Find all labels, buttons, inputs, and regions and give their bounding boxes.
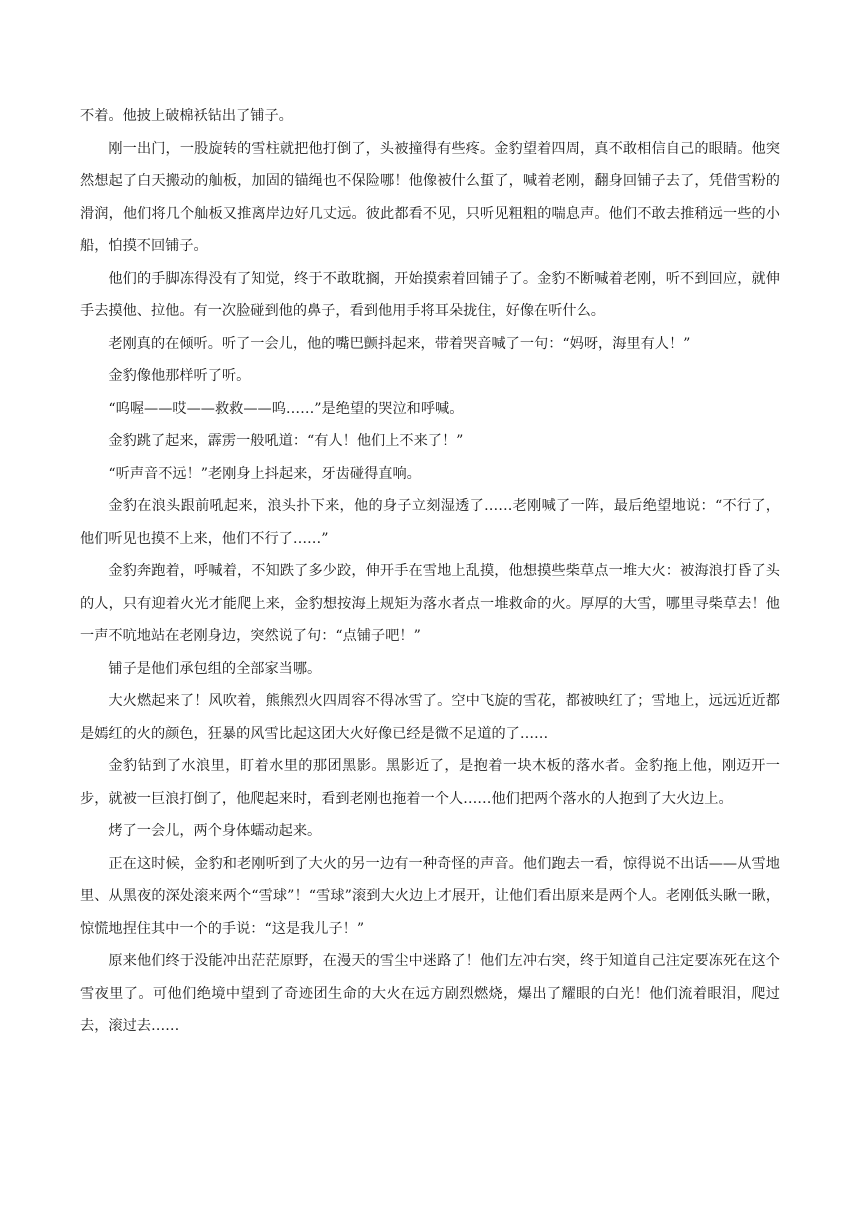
paragraph-continuation: 不着。他披上破棉袄钻出了铺子。: [80, 108, 293, 124]
paragraph: 原来他们终于没能冲出茫茫原野，在漫天的雪尘中迷路了！他们左冲右突，终于知道自己注定要冻死在这个雪夜里了。可他们绝境中望到了奇迹团生命的大火在远方剧烈燃烧，爆出了耀眼的白光！他们流着眼泪，爬过去，滚过去……: [80, 953, 780, 1034]
paragraph: 他们的手脚冻得没有了知觉，终于不敢耽搁，开始摸索着回铺子了。金豹不断喊着老刚，听不到回应，就伸手去摸他、拉他。有一次脸碰到他的鼻子，看到他用手将耳朵拢住，好像在听什么。: [80, 270, 780, 319]
paragraph: “呜喔——哎——救救——呜……”是绝望的哭泣和呼喊。: [108, 400, 464, 417]
paragraph: 金豹奔跑着，呼喊着，不知跌了多少跤，伸开手在雪地上乱摸，他想摸些柴草点一堆大火：被海浪打昏了头的人，只有迎着火光才能爬上来，金豹想按海上规矩为落水者点一堆救命的火。厚厚的大雪，哪里寻柴草去！他一声不吭地站在老刚身边，突然说了句：“点铺子吧！”: [80, 563, 780, 644]
body-text: [80, 100, 780, 1043]
paragraph: 金豹像他那样听了听。: [108, 368, 251, 384]
paragraph: 烤了一会儿，两个身体蠕动起来。: [108, 823, 322, 839]
paragraph: 金豹钻到了水浪里，盯着水里的那团黑影。黑影近了，是抱着一块木板的落水者。金豹拖上他，刚迈开一步，就被一巨浪打倒了，他爬起来时，看到老刚也拖着一个人……他们把两个落水的人抱到了大火边上。: [80, 758, 780, 807]
paragraph: 老刚真的在倾听。听了一会儿，他的嘴巴颤抖起来，带着哭音喊了一句：“妈呀，海里有人！”: [108, 335, 691, 352]
paragraph: 正在这时候，金豹和老刚听到了大火的另一边有一种奇怪的声音。他们跑去一看，惊得说不出话——从雪地里、从黑夜的深处滚来两个“雪球”！“雪球”滚到大火边上才展开，让他们看出原来是两个人。老刚低头瞅一瞅，惊慌地捏住其中一个的手说：“这是我儿子！”: [80, 855, 780, 937]
paragraph: 铺子是他们承包组的全部家当哪。: [108, 660, 322, 677]
paragraph: 金豹跳了起来，霹雳一般吼道：“有人！他们上不来了！”: [108, 433, 464, 449]
paragraph: 金豹在浪头跟前吼起来，浪头扑下来，他的身子立刻湿透了……老刚喊了一阵，最后绝望地说：“不行了，他们听见也摸不上来，他们不行了……”: [80, 498, 780, 547]
paragraph: “听声音不远！”老刚身上抖起来，牙齿碰得直响。: [108, 465, 421, 482]
paragraph: 大火燃起来了！风吹着，熊熊烈火四周容不得冰雪了。空中飞旋的雪花，都被映红了；雪地上，远远近近都是嫣红的火的颜色，狂暴的风雪比起这团大火好像已经是微不足道的了……: [80, 693, 780, 742]
paragraph: 刚一出门，一股旋转的雪柱就把他打倒了，头被撞得有些疼。金豹望着四周，真不敢相信自己的眼睛。他突然想起了白天搬动的舢板，加固的锚绳也不保险哪！他像被什么蜇了，喊着老刚，翻身回铺子去了，凭借雪粉的滑润，他们将几个舢板又推离岸边好几丈远。彼此都看不见，只听见粗粗的喘息声。他们不敢去推稍远一些的小船，怕摸不回铺子。: [80, 140, 780, 254]
